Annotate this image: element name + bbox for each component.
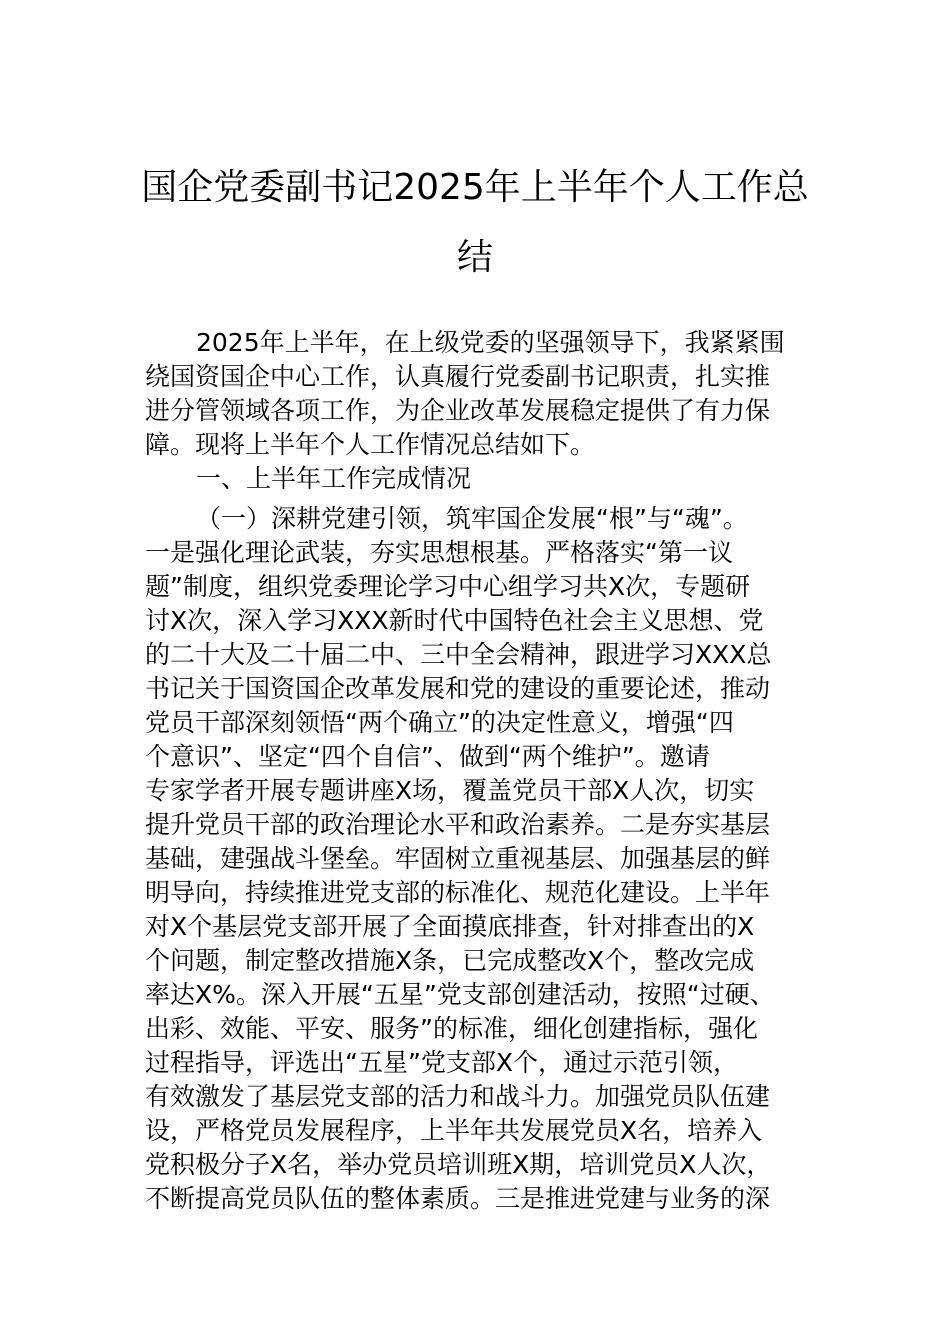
body-line: 绕国资国企中心工作，认真履行党委副书记职责，扎实推	[145, 362, 771, 391]
body-line: 个问题，制定整改措施X条，已完成整改X个，整改完成	[145, 946, 755, 975]
body-line: 党员干部深刻领悟“两个确立”的决定性意义，增强“四	[145, 708, 734, 737]
body-line: 一是强化理论武装，夯实思想根基。严格落实“第一议	[145, 538, 733, 567]
section-heading: 一、上半年工作完成情况	[196, 464, 472, 493]
body-line: 出彩、效能、平安、服务”的标准，细化创建指标，强化	[145, 1014, 758, 1043]
document-title-line-1: 国企党委副书记2025年上半年个人工作总	[141, 167, 809, 208]
body-line: 提升党员干部的政治理论水平和政治素养。二是夯实基层	[145, 810, 771, 839]
body-line: 率达X%。深入开展“五星”党支部创建活动，按照“过硬、	[145, 980, 775, 1009]
body-line: 党积极分子X名，举办党员培训班X期，培训党员X人次，	[145, 1150, 772, 1179]
body-line: 2025年上半年，在上级党委的坚强领导下，我紧紧围	[196, 328, 785, 357]
body-line: 对X个基层党支部开展了全面摸底排查，针对排查出的X	[145, 912, 755, 941]
body-line: 进分管领域各项工作，为企业改革发展稳定提供了有力保	[145, 396, 771, 425]
body-line: 题”制度，组织党委理论学习中心组学习共X次，专题研	[145, 572, 751, 601]
subsection-heading: （一）深耕党建引领，筑牢国企发展“根”与“魂”。	[196, 504, 748, 533]
body-line: 障。现将上半年个人工作情况总结如下。	[145, 430, 596, 459]
body-line: 个意识”、坚定“四个自信”、做到“两个维护”。邀请	[145, 742, 710, 771]
body-line: 书记关于国资国企改革发展和党的建设的重要论述，推动	[145, 674, 771, 703]
body-line: 专家学者开展专题讲座X场，覆盖党员干部X人次，切实	[145, 776, 755, 805]
body-line: 讨X次，深入学习XXX新时代中国特色社会主义思想、党	[145, 606, 764, 635]
body-line: 不断提高党员队伍的整体素质。三是推进党建与业务的深	[145, 1184, 771, 1213]
body-line: 的二十大及二十届二中、三中全会精神，跟进学习XXX总	[145, 640, 772, 669]
document-title-line-2: 结	[456, 237, 493, 278]
body-line: 过程指导，评选出“五星”党支部X个，通过示范引领，	[145, 1048, 739, 1077]
body-line: 设，严格党员发展程序，上半年共发展党员X名，培养入	[145, 1116, 763, 1145]
body-line: 有效激发了基层党支部的活力和战斗力。加强党员队伍建	[145, 1082, 771, 1111]
body-line: 明导向，持续推进党支部的标准化、规范化建设。上半年	[145, 878, 771, 907]
body-line: 基础，建强战斗堡垒。牢固树立重视基层、加强基层的鲜	[145, 844, 771, 873]
